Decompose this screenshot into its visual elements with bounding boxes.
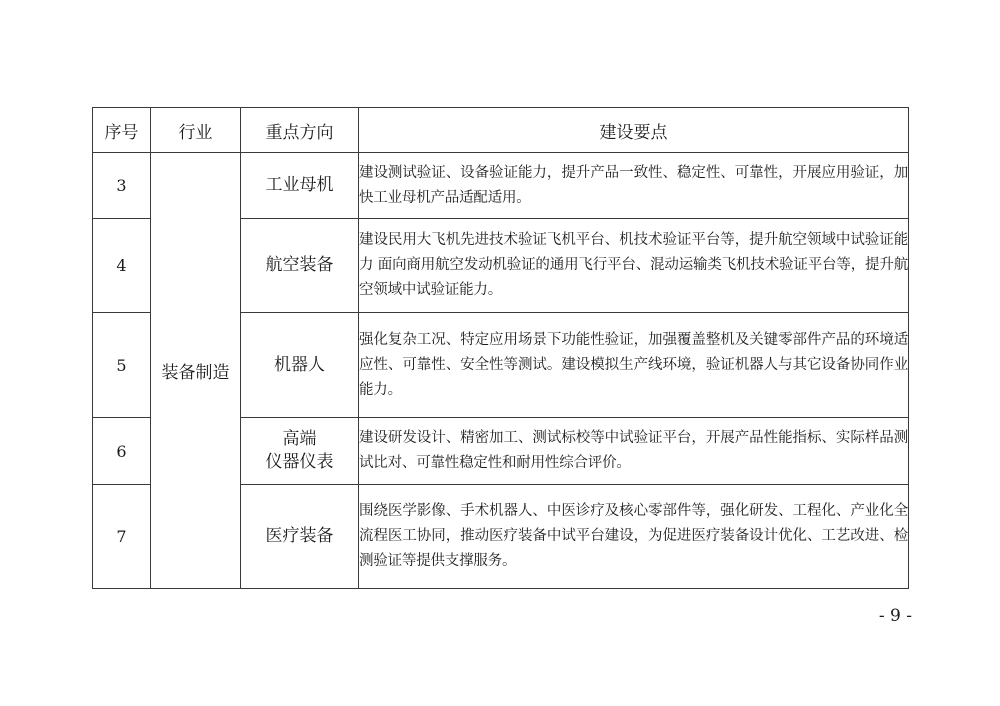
content-cell: 建设民用大飞机先进技术验证飞机平台、机技术验证平台等，提升航空领域中试验证能力 面向商用航空发动机验证的通用飞行平台、混动运输类飞机技术验证平台等，提升航空领域中试验证能力。	[359, 219, 909, 313]
direction-cell: 工业母机	[241, 153, 359, 219]
header-direction: 重点方向	[241, 108, 359, 153]
page-number: - 9 -	[878, 606, 912, 626]
direction-cell	[241, 418, 359, 485]
direction-line-1: 高端	[282, 429, 317, 449]
header-industry: 行业	[151, 108, 241, 153]
row-number: 3	[93, 153, 151, 219]
equipment-table	[92, 107, 909, 589]
industry-cell: 装备制造	[151, 153, 241, 589]
row-number: 5	[93, 313, 151, 418]
direction-cell: 医疗装备	[241, 485, 359, 589]
content-cell: 围绕医学影像、手术机器人、中医诊疗及核心零部件等，强化研发、工程化、产业化全流程医工协同，推动医疗装备中试平台建设，为促进医疗装备设计优化、工艺改进、检测验证等提供支撑服务。	[359, 485, 909, 589]
content-cell: 建设测试验证、设备验证能力，提升产品一致性、稳定性、可靠性，开展应用验证，加快工业母机产品适配适用。	[359, 153, 909, 219]
header-index: 序号	[93, 108, 151, 153]
content-cell: 建设研发设计、精密加工、测试标校等中试验证平台，开展产品性能指标、实际样品测试比对、可靠性稳定性和耐用性综合评价。	[359, 418, 909, 485]
header-content: 建设要点	[359, 108, 909, 153]
direction-cell: 机器人	[241, 313, 359, 418]
row-number: 4	[93, 219, 151, 313]
row-number: 7	[93, 485, 151, 589]
row-number: 6	[93, 418, 151, 485]
table-header-row	[93, 108, 909, 153]
content-cell: 强化复杂工况、特定应用场景下功能性验证，加强覆盖整机及关键零部件产品的环境适应性、可靠性、安全性等测试。建设模拟生产线环境，验证机器人与其它设备协同作业能力。	[359, 313, 909, 418]
direction-cell: 航空装备	[241, 219, 359, 313]
table-row	[93, 153, 909, 219]
direction-line-2: 仪器仪表	[265, 452, 334, 472]
